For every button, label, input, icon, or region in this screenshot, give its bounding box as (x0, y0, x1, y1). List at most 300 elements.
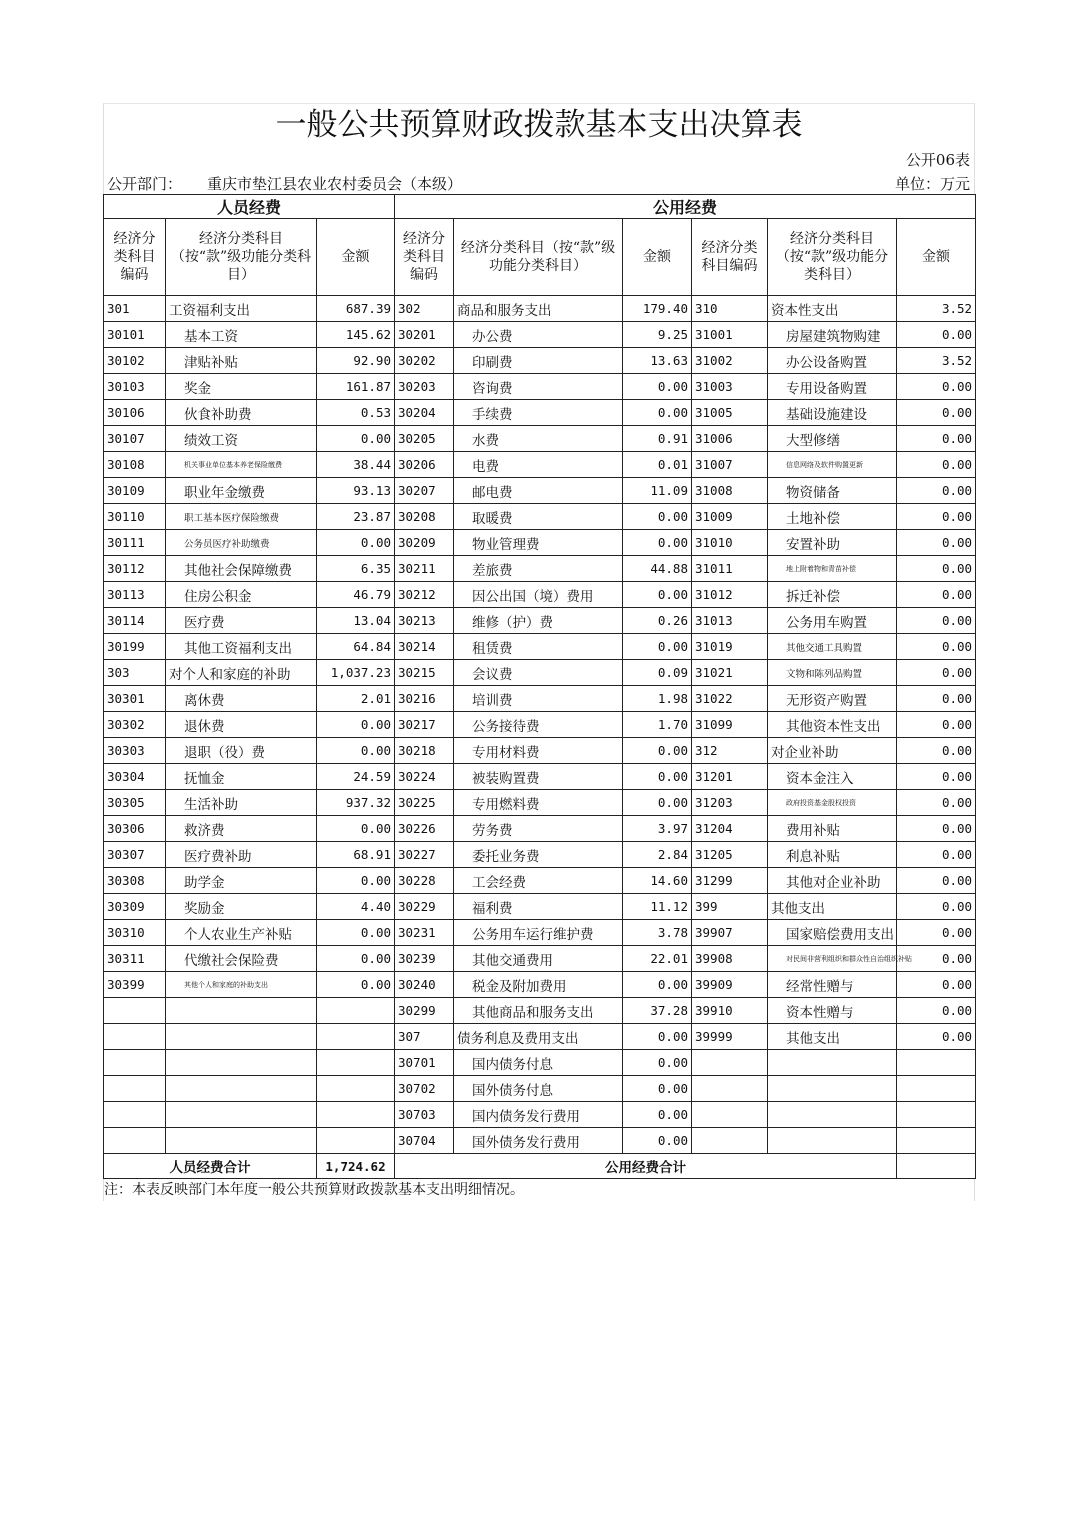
cell-name: 土地补偿 (768, 504, 897, 530)
cell-code: 30701 (395, 1050, 454, 1076)
cell-name: 其他支出 (768, 894, 897, 920)
cell-name: 差旅费 (454, 556, 623, 582)
cell-amount: 13.04 (317, 608, 395, 634)
table-row (104, 478, 976, 504)
cell-name: 津贴补贴 (166, 348, 317, 374)
cell-amount: 0.00 (317, 920, 395, 946)
report-title: 一般公共预算财政拨款基本支出决算表 (103, 103, 975, 146)
table-row (104, 842, 976, 868)
table-row (104, 764, 976, 790)
cell-amount: 2.84 (623, 842, 692, 868)
cell-amount (317, 1076, 395, 1102)
cell-amount: 0.00 (623, 764, 692, 790)
cell-code: 30228 (395, 868, 454, 894)
cell-amount: 0.00 (317, 530, 395, 556)
cell-code: 31009 (692, 504, 768, 530)
cell-code: 30309 (104, 894, 166, 920)
cell-code: 30306 (104, 816, 166, 842)
table-row (104, 738, 976, 764)
cell-amount: 68.91 (317, 842, 395, 868)
cell-amount: 0.00 (897, 816, 976, 842)
cell-amount: 93.13 (317, 478, 395, 504)
cell-amount: 0.00 (897, 556, 976, 582)
cell-name: 公务员医疗补助缴费 (166, 530, 317, 556)
cell-name: 职业年金缴费 (166, 478, 317, 504)
cell-code: 30307 (104, 842, 166, 868)
cell-name (166, 1076, 317, 1102)
table-row (104, 582, 976, 608)
cell-amount: 3.78 (623, 920, 692, 946)
cell-name: 因公出国（境）费用 (454, 582, 623, 608)
cell-amount: 38.44 (317, 452, 395, 478)
section-public: 公用经费 (395, 195, 976, 219)
cell-name: 奖励金 (166, 894, 317, 920)
cell-name: 债务利息及费用支出 (454, 1024, 623, 1050)
cell-name: 职工基本医疗保险缴费 (166, 504, 317, 530)
cell-name: 离休费 (166, 686, 317, 712)
table-row (104, 1102, 976, 1128)
table-row (104, 972, 976, 998)
cell-name: 大型修缮 (768, 426, 897, 452)
table-row (104, 296, 976, 322)
cell-amount: 11.12 (623, 894, 692, 920)
cell-amount (317, 1024, 395, 1050)
cell-code: 30216 (395, 686, 454, 712)
cell-name: 其他商品和服务支出 (454, 998, 623, 1024)
cell-name: 政府投资基金股权投资 (768, 790, 897, 816)
cell-name: 生活补助 (166, 790, 317, 816)
cell-amount: 37.28 (623, 998, 692, 1024)
cell-code: 303 (104, 660, 166, 686)
cell-name: 其他交通工具购置 (768, 634, 897, 660)
table-row (104, 686, 976, 712)
cell-code: 307 (395, 1024, 454, 1050)
cell-name: 助学金 (166, 868, 317, 894)
table-row (104, 868, 976, 894)
cell-code: 31008 (692, 478, 768, 504)
cell-amount: 23.87 (317, 504, 395, 530)
cell-amount (317, 1102, 395, 1128)
cell-amount: 0.00 (623, 790, 692, 816)
cell-name: 抚恤金 (166, 764, 317, 790)
cell-amount: 0.00 (897, 998, 976, 1024)
cell-name: 维修（护）费 (454, 608, 623, 634)
cell-amount: 0.00 (897, 686, 976, 712)
table-row (104, 556, 976, 582)
cell-name: 咨询费 (454, 374, 623, 400)
cell-code: 31006 (692, 426, 768, 452)
cell-name: 工资福利支出 (166, 296, 317, 322)
cell-code: 30224 (395, 764, 454, 790)
cell-code: 30704 (395, 1128, 454, 1154)
cell-amount: 0.00 (317, 868, 395, 894)
cell-amount: 0.00 (897, 712, 976, 738)
cell-name: 医疗费补助 (166, 842, 317, 868)
cell-code: 30227 (395, 842, 454, 868)
cell-code: 30203 (395, 374, 454, 400)
cell-name: 邮电费 (454, 478, 623, 504)
cell-name (166, 1102, 317, 1128)
table-number: 公开06表 (905, 151, 970, 169)
table-row (104, 920, 976, 946)
cell-amount: 0.00 (897, 894, 976, 920)
cell-name: 资本性支出 (768, 296, 897, 322)
cell-amount: 0.00 (897, 504, 976, 530)
cell-name (768, 1076, 897, 1102)
cell-name: 会议费 (454, 660, 623, 686)
cell-amount: 24.59 (317, 764, 395, 790)
cell-code (692, 1050, 768, 1076)
table-number-row (103, 146, 975, 170)
total-personnel-value: 1,724.62 (317, 1154, 395, 1179)
cell-amount: 0.26 (623, 608, 692, 634)
cell-code: 30213 (395, 608, 454, 634)
cell-amount: 0.00 (897, 426, 976, 452)
cell-name: 租赁费 (454, 634, 623, 660)
cell-amount: 0.00 (317, 972, 395, 998)
cell-code: 30702 (395, 1076, 454, 1102)
table-row (104, 894, 976, 920)
cell-amount: 0.00 (897, 530, 976, 556)
cell-amount: 0.00 (897, 946, 976, 972)
footnote: 注：本表反映部门本年度一般公共预算财政拨款基本支出明细情况。 (103, 1179, 975, 1201)
cell-name: 其他对企业补助 (768, 868, 897, 894)
cell-amount (897, 1076, 976, 1102)
table-row (104, 634, 976, 660)
cell-code (104, 1024, 166, 1050)
cell-name: 水费 (454, 426, 623, 452)
cell-amount: 0.00 (623, 1076, 692, 1102)
cell-amount: 14.60 (623, 868, 692, 894)
cell-name: 取暖费 (454, 504, 623, 530)
header-code: 经济分类科目编码 (395, 219, 454, 296)
cell-amount: 3.52 (897, 348, 976, 374)
cell-amount: 0.00 (623, 1102, 692, 1128)
header-amount: 金额 (623, 219, 692, 296)
cell-name (166, 1050, 317, 1076)
header-name: 经济分类科目（按“款”级功能分类科目） (768, 219, 897, 296)
cell-amount: 0.00 (623, 374, 692, 400)
cell-code: 31099 (692, 712, 768, 738)
cell-name: 无形资产购置 (768, 686, 897, 712)
cell-code: 31299 (692, 868, 768, 894)
cell-code: 30113 (104, 582, 166, 608)
cell-name: 其他资本性支出 (768, 712, 897, 738)
cell-name: 奖金 (166, 374, 317, 400)
cell-code: 39909 (692, 972, 768, 998)
cell-name: 房屋建筑物购建 (768, 322, 897, 348)
cell-code: 30214 (395, 634, 454, 660)
cell-code: 30399 (104, 972, 166, 998)
total-public-value (897, 1154, 976, 1179)
cell-code (692, 1102, 768, 1128)
cell-name: 文物和陈列品购置 (768, 660, 897, 686)
table-row (104, 1050, 976, 1076)
header-amount: 金额 (317, 219, 395, 296)
cell-name: 工会经费 (454, 868, 623, 894)
cell-code: 39910 (692, 998, 768, 1024)
cell-name: 国内债务发行费用 (454, 1102, 623, 1128)
cell-name: 绩效工资 (166, 426, 317, 452)
cell-name: 信息网络及软件购置更新 (768, 452, 897, 478)
cell-code: 30301 (104, 686, 166, 712)
cell-code: 30103 (104, 374, 166, 400)
cell-name: 资本性赠与 (768, 998, 897, 1024)
cell-code: 31022 (692, 686, 768, 712)
cell-amount: 0.00 (897, 322, 976, 348)
cell-code: 31001 (692, 322, 768, 348)
cell-code: 312 (692, 738, 768, 764)
cell-name: 办公费 (454, 322, 623, 348)
cell-code (692, 1128, 768, 1154)
cell-name: 经常性赠与 (768, 972, 897, 998)
table-row (104, 452, 976, 478)
cell-amount: 179.40 (623, 296, 692, 322)
cell-code: 30111 (104, 530, 166, 556)
table-row (104, 998, 976, 1024)
header-code: 经济分类科目编码 (104, 219, 166, 296)
cell-name: 商品和服务支出 (454, 296, 623, 322)
cell-amount: 0.00 (897, 634, 976, 660)
cell-code: 30305 (104, 790, 166, 816)
cell-name: 机关事业单位基本养老保险缴费 (166, 452, 317, 478)
cell-name: 国外债务发行费用 (454, 1128, 623, 1154)
cell-code: 30211 (395, 556, 454, 582)
cell-amount: 0.00 (623, 504, 692, 530)
cell-name: 公务接待费 (454, 712, 623, 738)
cell-code: 30205 (395, 426, 454, 452)
cell-amount: 0.00 (897, 790, 976, 816)
cell-name: 伙食补助费 (166, 400, 317, 426)
cell-code: 31002 (692, 348, 768, 374)
cell-amount: 0.00 (897, 478, 976, 504)
cell-amount: 0.09 (623, 660, 692, 686)
cell-code: 30231 (395, 920, 454, 946)
table-row (104, 660, 976, 686)
cell-name: 劳务费 (454, 816, 623, 842)
cell-name: 利息补贴 (768, 842, 897, 868)
table-row (104, 608, 976, 634)
cell-amount: 6.35 (317, 556, 395, 582)
cell-name (768, 1102, 897, 1128)
expenditure-table (103, 194, 976, 1179)
cell-name: 手续费 (454, 400, 623, 426)
section-personnel: 人员经费 (104, 195, 395, 219)
cell-code: 30112 (104, 556, 166, 582)
table-row (104, 946, 976, 972)
cell-amount: 0.00 (897, 972, 976, 998)
cell-code: 302 (395, 296, 454, 322)
cell-code: 30208 (395, 504, 454, 530)
cell-amount (897, 1050, 976, 1076)
cell-amount: 0.00 (897, 764, 976, 790)
cell-name: 公务用车运行维护费 (454, 920, 623, 946)
cell-name: 电费 (454, 452, 623, 478)
cell-amount: 0.00 (897, 1024, 976, 1050)
table-row (104, 400, 976, 426)
cell-amount: 0.00 (623, 634, 692, 660)
cell-code: 31204 (692, 816, 768, 842)
total-personnel-label: 人员经费合计 (104, 1154, 317, 1179)
table-row (104, 374, 976, 400)
report-sheet (103, 103, 975, 1201)
section-header-row (104, 195, 976, 219)
cell-name: 基础设施建设 (768, 400, 897, 426)
cell-name: 个人农业生产补贴 (166, 920, 317, 946)
cell-amount: 13.63 (623, 348, 692, 374)
cell-amount: 0.00 (897, 868, 976, 894)
cell-amount: 0.00 (623, 738, 692, 764)
table-row (104, 712, 976, 738)
cell-name: 地上附着物和青苗补偿 (768, 556, 897, 582)
cell-amount: 1.70 (623, 712, 692, 738)
cell-code: 30212 (395, 582, 454, 608)
cell-name (166, 998, 317, 1024)
cell-amount: 0.00 (317, 712, 395, 738)
cell-amount: 161.87 (317, 374, 395, 400)
dept-name: 重庆市垫江县农业农村委员会（本级） (207, 175, 463, 193)
table-row (104, 790, 976, 816)
cell-name: 住房公积金 (166, 582, 317, 608)
cell-name: 国外债务付息 (454, 1076, 623, 1102)
cell-name: 福利费 (454, 894, 623, 920)
cell-amount: 0.91 (623, 426, 692, 452)
header-name: 经济分类科目（按“款”级功能分类科目） (166, 219, 317, 296)
cell-amount: 0.00 (623, 1024, 692, 1050)
cell-name: 退休费 (166, 712, 317, 738)
cell-name: 资本金注入 (768, 764, 897, 790)
table-row (104, 1128, 976, 1154)
table-row (104, 426, 976, 452)
cell-amount (317, 1050, 395, 1076)
table-row (104, 530, 976, 556)
table-row (104, 1024, 976, 1050)
cell-code: 30102 (104, 348, 166, 374)
cell-code: 30101 (104, 322, 166, 348)
cell-name: 其他个人和家庭的补助支出 (166, 972, 317, 998)
cell-code: 310 (692, 296, 768, 322)
table-row (104, 816, 976, 842)
cell-code: 31011 (692, 556, 768, 582)
cell-amount: 145.62 (317, 322, 395, 348)
cell-code: 30217 (395, 712, 454, 738)
dept-row (103, 170, 975, 194)
cell-code: 30239 (395, 946, 454, 972)
cell-amount (897, 1128, 976, 1154)
cell-amount: 46.79 (317, 582, 395, 608)
cell-code (104, 1076, 166, 1102)
cell-code: 399 (692, 894, 768, 920)
cell-code: 30215 (395, 660, 454, 686)
unit-label: 单位：万元 (894, 175, 970, 193)
cell-code: 30106 (104, 400, 166, 426)
cell-code (104, 1128, 166, 1154)
cell-name: 其他交通费用 (454, 946, 623, 972)
cell-amount: 0.00 (623, 400, 692, 426)
cell-name: 国家赔偿费用支出 (768, 920, 897, 946)
cell-amount: 0.00 (897, 400, 976, 426)
cell-name: 委托业务费 (454, 842, 623, 868)
cell-code: 31007 (692, 452, 768, 478)
cell-name (166, 1128, 317, 1154)
cell-name: 费用补贴 (768, 816, 897, 842)
cell-code: 30107 (104, 426, 166, 452)
cell-name: 专用材料费 (454, 738, 623, 764)
cell-name: 专用燃料费 (454, 790, 623, 816)
cell-code: 30308 (104, 868, 166, 894)
cell-code: 31205 (692, 842, 768, 868)
cell-name: 基本工资 (166, 322, 317, 348)
cell-code: 30204 (395, 400, 454, 426)
cell-amount: 0.53 (317, 400, 395, 426)
cell-code: 30304 (104, 764, 166, 790)
cell-amount (317, 1128, 395, 1154)
cell-amount: 0.00 (623, 972, 692, 998)
cell-amount: 3.52 (897, 296, 976, 322)
cell-amount: 4.40 (317, 894, 395, 920)
cell-name: 安置补助 (768, 530, 897, 556)
cell-name (768, 1128, 897, 1154)
cell-name: 医疗费 (166, 608, 317, 634)
cell-name: 其他工资福利支出 (166, 634, 317, 660)
cell-code: 31012 (692, 582, 768, 608)
total-row (104, 1154, 976, 1179)
cell-amount: 1.98 (623, 686, 692, 712)
cell-amount: 1,037.23 (317, 660, 395, 686)
cell-name: 印刷费 (454, 348, 623, 374)
cell-name: 代缴社会保险费 (166, 946, 317, 972)
cell-name: 救济费 (166, 816, 317, 842)
cell-code: 39999 (692, 1024, 768, 1050)
table-row (104, 322, 976, 348)
cell-code: 31203 (692, 790, 768, 816)
cell-amount: 937.32 (317, 790, 395, 816)
cell-amount: 11.09 (623, 478, 692, 504)
cell-code: 30201 (395, 322, 454, 348)
cell-code: 30302 (104, 712, 166, 738)
cell-code: 30110 (104, 504, 166, 530)
cell-amount: 0.00 (317, 426, 395, 452)
cell-amount (897, 1102, 976, 1128)
cell-code (692, 1076, 768, 1102)
cell-name: 对民间非营利组织和群众性自治组织补贴 (768, 946, 897, 972)
cell-name: 被装购置费 (454, 764, 623, 790)
cell-name: 退职（役）费 (166, 738, 317, 764)
header-code: 经济分类科目编码 (692, 219, 768, 296)
cell-amount: 0.00 (897, 738, 976, 764)
cell-code: 39907 (692, 920, 768, 946)
cell-code: 30225 (395, 790, 454, 816)
cell-amount: 9.25 (623, 322, 692, 348)
cell-code: 30109 (104, 478, 166, 504)
cell-code (104, 1050, 166, 1076)
cell-amount: 64.84 (317, 634, 395, 660)
cell-name (768, 1050, 897, 1076)
dept-label: 公开部门： (107, 175, 183, 193)
cell-amount: 0.00 (623, 1050, 692, 1076)
total-public-label: 公用经费合计 (395, 1154, 897, 1179)
cell-amount: 0.00 (317, 946, 395, 972)
cell-amount: 2.01 (317, 686, 395, 712)
cell-code: 31021 (692, 660, 768, 686)
cell-amount: 22.01 (623, 946, 692, 972)
cell-code: 301 (104, 296, 166, 322)
cell-amount: 687.39 (317, 296, 395, 322)
cell-name: 培训费 (454, 686, 623, 712)
cell-code: 31005 (692, 400, 768, 426)
cell-amount: 0.00 (317, 738, 395, 764)
cell-code (104, 1102, 166, 1128)
